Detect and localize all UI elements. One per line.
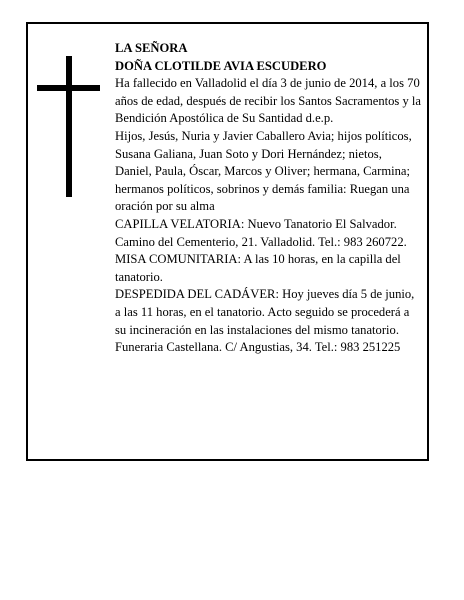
chapel-info: CAPILLA VELATORIA: Nuevo Tanatorio El Salvador. Camino del Cementerio, 21. Valladolid. Tel.: 983 260722. xyxy=(115,216,407,249)
obituary-notice xyxy=(26,22,429,461)
notice-body xyxy=(115,40,421,357)
deceased-name: DOÑA CLOTILDE AVIA ESCUDERO xyxy=(115,58,327,73)
funeral-home-info: Funeraria Castellana. C/ Angustias, 34. Tel.: 983 251225 xyxy=(115,340,401,355)
cross-horizontal-bar xyxy=(37,85,100,91)
farewell-info: DESPEDIDA DEL CADÁVER: Hoy jueves día 5 de junio, a las 11 horas, en el tanatorio. Acto seguido se procederá a su incineración en las instalaciones del mismo tanatorio. xyxy=(115,287,415,337)
cross-vertical-bar xyxy=(66,56,72,197)
mass-info: MISA COMUNITARIA: A las 10 horas, en la capilla del tanatorio. xyxy=(115,252,401,284)
family-list: Hijos, Jesús, Nuria y Javier Caballero Avia; hijos políticos, Susana Galiana, Juan Soto y Dori Hernández; nietos, Daniel, Paula, Óscar, Marcos y Oliver; hermana, Carmina; hermanos políticos, sobrinos y demás familia: Ruegan una oración por su alma xyxy=(115,128,412,214)
notice-title: LA SEÑORA xyxy=(115,41,188,55)
death-announcement: Ha fallecido en Valladolid el día 3 de junio de 2014, a los 70 años de edad, después de recibir los Santos Sacramentos y la Bendición Apostólica de Su Santidad d.e.p. xyxy=(115,76,422,126)
